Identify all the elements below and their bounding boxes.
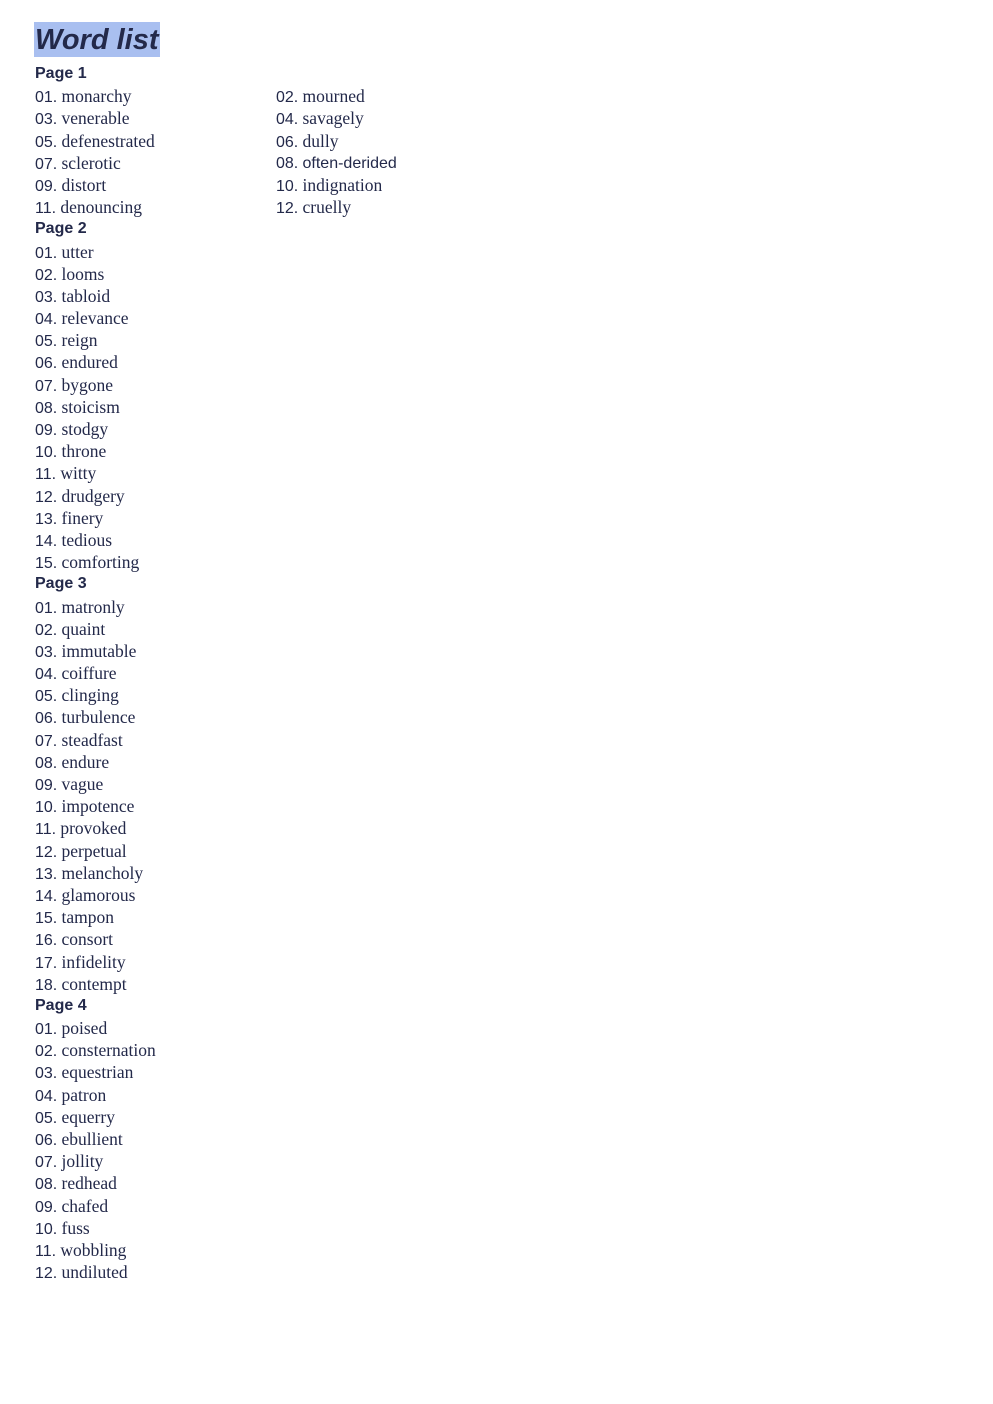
entry-word: endured (61, 352, 118, 373)
entry-word: wobbling (60, 1239, 127, 1260)
entry-word: impotence (61, 796, 135, 817)
word-entry (35, 706, 276, 728)
word-entry (35, 1061, 276, 1083)
page-section (35, 995, 955, 1283)
word-list-document (35, 22, 955, 1283)
word-entry (35, 1017, 276, 1039)
entry-word: finery (61, 507, 104, 528)
entry-number: 03. (35, 288, 58, 306)
entry-number: 06. (35, 1132, 58, 1149)
word-entry (35, 263, 276, 285)
word-grid (35, 241, 955, 574)
entry-word: vague (61, 774, 104, 794)
word-entry (35, 85, 276, 107)
entry-word: clinging (61, 685, 119, 706)
word-entry (35, 1106, 276, 1128)
entry-number: 13. (35, 510, 58, 528)
entry-word: venerable (61, 108, 130, 129)
entry-word: endure (61, 751, 110, 772)
entry-word: often-derided (302, 154, 397, 172)
entry-word: drudgery (61, 485, 125, 506)
entry-word: defenestrated (61, 130, 155, 151)
entry-word: melancholy (61, 862, 144, 883)
word-grid (35, 85, 955, 218)
entry-word: sclerotic (61, 152, 121, 173)
page-heading: Page 3 (35, 575, 87, 593)
entry-word: looms (61, 263, 105, 284)
word-entry (276, 107, 517, 129)
word-entry (35, 507, 276, 529)
word-entry (35, 196, 276, 218)
entry-number: 10. (35, 444, 58, 462)
word-entry (35, 551, 276, 573)
entry-number: 18. (35, 976, 58, 994)
word-grid (35, 596, 955, 995)
word-entry (35, 285, 276, 307)
word-entry (35, 1150, 276, 1172)
word-entry (35, 1039, 276, 1061)
word-entry (276, 196, 517, 218)
entry-number: 04. (276, 111, 299, 129)
entry-word: savagely (302, 108, 364, 129)
entry-word: mourned (302, 86, 365, 107)
entry-number: 07. (35, 155, 58, 173)
entry-word: consort (61, 929, 114, 950)
entry-word: comforting (61, 552, 140, 573)
entry-word: turbulence (61, 707, 136, 728)
page-heading: Page 4 (35, 996, 87, 1014)
entry-word: chafed (61, 1195, 109, 1216)
entry-word: equestrian (61, 1062, 134, 1083)
entry-number: 14. (35, 887, 58, 905)
word-entry (35, 618, 276, 640)
word-entry (35, 485, 276, 507)
entry-word: consternation (61, 1040, 156, 1061)
entry-word: provoked (60, 818, 127, 839)
entry-word: patron (61, 1084, 107, 1105)
title-row (35, 22, 955, 62)
entry-word: tedious (61, 529, 113, 550)
entry-word: glamorous (61, 884, 136, 905)
entry-number: 06. (276, 133, 299, 151)
entry-word: stodgy (61, 419, 109, 439)
entry-number: 03. (35, 1065, 58, 1083)
entry-word: throne (61, 441, 107, 462)
entry-word: matronly (61, 596, 125, 617)
word-entry (35, 795, 276, 817)
word-entry (35, 928, 276, 950)
entry-number: 01. (35, 1021, 58, 1039)
entry-number: 05. (35, 333, 58, 351)
word-entry (35, 174, 276, 196)
entry-number: 05. (35, 1109, 58, 1127)
page-heading: Page 2 (35, 220, 87, 238)
page-section (35, 218, 955, 573)
entry-number: 15. (35, 910, 58, 928)
word-entry (276, 174, 517, 196)
word-entry (35, 773, 276, 795)
entry-number: 12. (276, 200, 299, 218)
entry-number: 07. (35, 732, 58, 750)
word-entry (35, 241, 276, 263)
entry-number: 01. (35, 244, 58, 262)
word-entry (35, 374, 276, 396)
page-heading: Page 1 (35, 65, 87, 82)
word-grid (35, 1017, 955, 1283)
entry-number: 10. (35, 1220, 58, 1238)
entry-number: 12. (35, 488, 58, 506)
word-entry (35, 396, 276, 418)
word-entry (35, 107, 276, 129)
entry-number: 01. (35, 599, 58, 617)
word-entry (35, 973, 276, 995)
entry-number: 02. (35, 1043, 58, 1061)
entry-number: 04. (35, 311, 58, 329)
entry-word: bygone (61, 374, 114, 395)
entry-number: 02. (35, 621, 58, 639)
entry-word: witty (60, 463, 97, 484)
word-entry (35, 951, 276, 973)
word-entry (35, 1128, 276, 1150)
entry-word: perpetual (61, 840, 127, 861)
word-entry (35, 640, 276, 662)
entry-word: redhead (61, 1173, 117, 1194)
entry-word: steadfast (61, 729, 123, 750)
word-entry (276, 152, 517, 174)
entry-word: tampon (61, 907, 114, 928)
entry-number: 10. (35, 799, 58, 817)
word-entry (35, 329, 276, 351)
entry-word: utter (61, 241, 94, 262)
entry-number: 15. (35, 555, 58, 573)
word-entry (35, 817, 276, 839)
entry-word: jollity (61, 1151, 104, 1172)
word-entry (35, 1261, 276, 1283)
word-entry (35, 1239, 276, 1261)
entry-number: 09. (35, 777, 58, 794)
entry-number: 10. (276, 177, 299, 195)
entry-number: 07. (35, 1154, 58, 1172)
entry-number: 08. (35, 399, 58, 417)
entry-number: 03. (35, 111, 58, 129)
word-entry (35, 351, 276, 373)
entry-word: indignation (302, 174, 383, 195)
entry-number: 09. (35, 177, 58, 195)
entry-word: distort (61, 174, 107, 195)
word-entry (35, 906, 276, 928)
entry-word: poised (61, 1018, 108, 1039)
entry-number: 08. (35, 754, 58, 772)
entry-number: 04. (35, 666, 58, 684)
entry-word: relevance (61, 308, 129, 329)
word-entry (35, 1172, 276, 1194)
page-section (35, 573, 955, 995)
page-title[interactable]: Word list (35, 24, 159, 56)
word-list-sections (35, 63, 955, 1283)
entry-number: 14. (35, 532, 58, 550)
entry-number: 09. (35, 1198, 58, 1216)
word-entry (35, 1084, 276, 1106)
entry-number: 13. (35, 865, 58, 883)
entry-number: 01. (35, 89, 58, 107)
word-entry (35, 596, 276, 618)
entry-number: 11. (35, 1242, 57, 1260)
word-entry (35, 840, 276, 862)
word-entry (35, 152, 276, 174)
word-entry (35, 884, 276, 906)
entry-number: 06. (35, 710, 58, 728)
entry-word: quaint (61, 618, 106, 639)
word-entry (35, 418, 276, 440)
entry-number: 06. (35, 355, 58, 373)
entry-number: 11. (35, 821, 57, 839)
word-entry (276, 85, 517, 107)
entry-number: 04. (35, 1087, 58, 1105)
entry-number: 02. (35, 266, 58, 284)
entry-number: 08. (35, 1176, 58, 1194)
entry-word: stoicism (61, 396, 120, 417)
entry-word: equerry (61, 1106, 115, 1127)
word-entry (35, 662, 276, 684)
entry-number: 16. (35, 932, 58, 950)
word-entry (35, 1195, 276, 1217)
word-entry (35, 307, 276, 329)
entry-word: tabloid (61, 285, 111, 306)
word-entry (35, 130, 276, 152)
entry-word: undiluted (61, 1262, 128, 1283)
entry-word: immutable (61, 640, 137, 661)
entry-word: contempt (61, 973, 127, 994)
entry-number: 05. (35, 688, 58, 706)
entry-word: infidelity (61, 951, 126, 972)
entry-word: cruelly (302, 197, 352, 218)
word-entry (35, 529, 276, 551)
entry-word: denouncing (60, 197, 142, 218)
entry-number: 08. (276, 154, 299, 172)
entry-number: 07. (35, 377, 58, 395)
word-entry (35, 862, 276, 884)
word-entry (35, 1217, 276, 1239)
word-entry (276, 130, 517, 152)
entry-word: monarchy (61, 86, 132, 107)
entry-word: fuss (61, 1217, 90, 1238)
entry-word: dully (302, 130, 339, 151)
entry-word: ebullient (61, 1129, 123, 1149)
word-entry (35, 729, 276, 751)
entry-number: 11. (35, 466, 57, 484)
entry-number: 17. (35, 954, 58, 972)
word-entry (35, 440, 276, 462)
word-entry (35, 684, 276, 706)
entry-word: reign (61, 330, 98, 351)
entry-number: 12. (35, 843, 58, 861)
word-entry (35, 462, 276, 484)
entry-number: 09. (35, 422, 58, 439)
entry-number: 02. (276, 89, 299, 107)
word-entry (35, 751, 276, 773)
entry-word: coiffure (61, 663, 117, 684)
entry-number: 05. (35, 133, 58, 151)
page-section (35, 63, 955, 218)
entry-number: 12. (35, 1265, 58, 1283)
entry-number: 03. (35, 643, 58, 661)
entry-number: 11. (35, 200, 57, 218)
